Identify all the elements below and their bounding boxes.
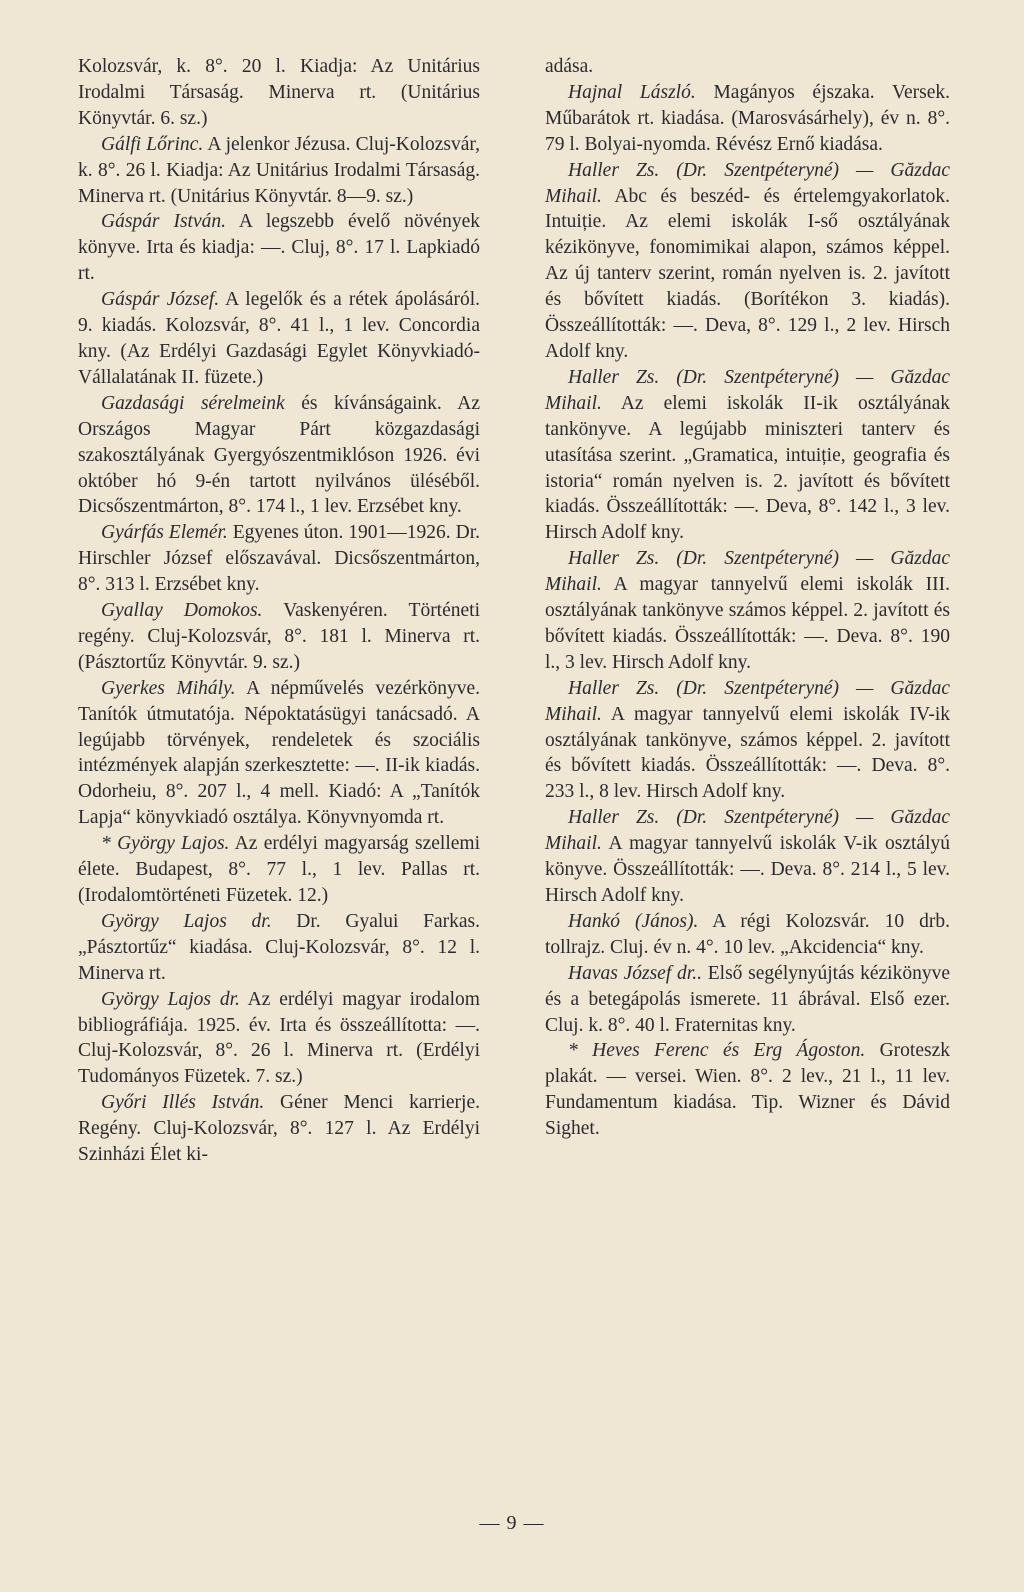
- entry-text: Magányos éjszaka. Versek. Műbarátok rt. kiadása. (Marosvásárhely), év n. 8°. 79 l. Bolyai-nyomda. Révész Ernő kiadása.: [545, 81, 950, 155]
- bibliography-entry: [545, 365, 950, 546]
- bibliography-entry: [545, 909, 950, 961]
- entry-text: Az erdélyi magyarság szellemi élete. Budapest, 8°. 77 l., 1 lev. Pallas rt. (Irodalomtörténeti Füzetek. 12.): [78, 833, 480, 906]
- entry-author: Havas József dr..: [568, 962, 702, 984]
- bibliography-entry: [78, 831, 480, 909]
- entry-author: Győri Illés István.: [101, 1092, 265, 1114]
- bibliography-entry: [78, 520, 480, 598]
- bibliography-entry: [545, 1038, 950, 1142]
- entry-text: A magyar tannyelvű elemi iskolák III. osztályának tankönyve számos képpel. 2. javított és bővített kiadás. Összeállították: —. Deva. 8°. 190 l., 3 lev. Hirsch Adolf kny.: [545, 574, 950, 673]
- bibliography-entry: [78, 598, 480, 676]
- left-column: [78, 54, 480, 1168]
- entry-text: Géner Menci karrierje. Regény. Cluj-Kolozsvár, 8°. 127 l. Az Erdélyi Szinházi Élet ki-: [78, 1092, 480, 1166]
- entry-text: Abc és beszéd- és értelemgyakorlatok. Intuiție. Az elemi iskolák I-ső osztályának kézikönyve, fonomimikai alapon, számos képpel. Az új tanterv szerint, román nyelven is. 2. javított és bővített kiadás. (Borítékon 3. kiadás). Összeállították: —. Deva, 8°. 129 l., 2 lev. Hirsch Adolf kny.: [545, 185, 950, 362]
- bibliography-entry: [545, 158, 950, 365]
- entry-text: Vaskenyéren. Történeti regény. Cluj-Kolozsvár, 8°. 181 l. Minerva rt. (Pásztortűz Könyvtár. 9. sz.): [78, 600, 480, 673]
- bibliography-entry: [545, 54, 950, 80]
- entry-author: Haller Zs. (Dr. Szentpéteryné) — Găzdac Mihail.: [545, 677, 950, 725]
- right-column: [545, 54, 950, 1142]
- entry-text: Első segélynyújtás kézikönyve és a betegápolás ismerete. 11 ábrával. Első ezer. Cluj. k. 8°. 40 l. Fraternitas kny.: [545, 962, 950, 1036]
- entry-text: A legszebb évelő növények könyve. Irta és kiadja: —. Cluj, 8°. 17 l. Lapkiadó rt.: [78, 211, 480, 285]
- bibliography-entry: [545, 80, 950, 158]
- entry-text: adása.: [545, 56, 594, 77]
- entry-author: * György Lajos.: [101, 833, 230, 855]
- bibliography-entry: [78, 209, 480, 287]
- entry-text: Kolozsvár, k. 8°. 20 l. Kiadja: Az Unitárius Irodalmi Társaság. Minerva rt. (Unitárius Könyvtár. 6. sz.): [78, 56, 480, 129]
- entry-text: A legelők és a rétek ápolásáról. 9. kiadás. Kolozsvár, 8°. 41 l., 1 lev. Concordia kny. (Az Erdélyi Gazdasági Egylet Könyvkiadó-Vállalatának II. füzete.): [78, 289, 480, 388]
- bibliography-entry: [78, 987, 480, 1091]
- entry-text: és kívánságaink. Az Országos Magyar Párt közgazdasági szakosztályának Gyergyószentmiklóson 1926. évi október hó 9-én tartott nyilvános üléséből. Dicsőszentmárton, 8°. 174 l., 1 lev. Erzsébet kny.: [78, 392, 481, 518]
- entry-author: Haller Zs. (Dr. Szentpéteryné) — Găzdac Mihail.: [545, 366, 950, 414]
- bibliography-entry: [78, 54, 480, 132]
- bibliography-entry: [545, 676, 950, 806]
- entry-author: Hajnal László.: [568, 81, 696, 103]
- bibliography-entry: [78, 391, 480, 521]
- bibliography-entry: [78, 909, 480, 987]
- entry-text: Egyenes úton. 1901—1926. Dr. Hirschler József előszavával. Dicsőszentmárton, 8°. 313 l. Erzsébet kny.: [78, 522, 480, 596]
- bibliography-entry: [545, 546, 950, 676]
- entry-text: A jelenkor Jézusa. Cluj-Kolozsvár, k. 8°. 26 l. Kiadja: Az Unitárius Irodalmi Társaság. Minerva rt. (Unitárius Könyvtár. 8—9. sz.): [78, 133, 480, 207]
- entry-author: Haller Zs. (Dr. Szentpéteryné) — Găzdac Mihail.: [545, 159, 950, 207]
- bibliography-entry: [545, 961, 950, 1039]
- bibliography-entry: [78, 287, 480, 391]
- bibliography-entry: [78, 132, 480, 210]
- entry-author: Gálfi Lőrinc.: [101, 133, 204, 155]
- entry-text: A népművelés vezérkönyve. Tanítók útmutatója. Népoktatásügyi tanácsadó. A legújabb törvények, rendeletek és szociális intézmények alapján szerkesztette: —. II-ik kiadás. Odorheiu, 8°. 207 l., 4 mell. Kiadó: A „Tanítók Lapja“ könyvkiadó osztálya. Könyvnyomda rt.: [78, 677, 480, 829]
- entry-author: György Lajos dr.: [101, 988, 240, 1010]
- entry-text: A régi Kolozsvár. 10 drb. tollrajz. Cluj. év n. 4°. 10 lev. „Akcidencia“ kny.: [545, 910, 950, 958]
- entry-author: Gyárfás Elemér.: [101, 522, 228, 544]
- page-number: — 9 —: [479, 1512, 545, 1534]
- entry-author: Haller Zs. (Dr. Szentpéteryné) — Găzdac Mihail.: [545, 548, 950, 596]
- entry-text: Dr. Gyalui Farkas. „Pásztortűz“ kiadása. Cluj-Kolozsvár, 8°. 12 l. Minerva rt.: [78, 910, 480, 984]
- entry-author: Hankó (János).: [568, 910, 699, 932]
- entry-text: Az elemi iskolák II-ik osztályának tankönyve. A legújabb miniszteri tanterv és utasítása szerint. „Gramatica, intuiție, geografia és istoria“ román nyelven is. 2. javított és bővített kiadás. Összeállították: —. Deva, 8°. 142 l., 3 lev. Hirsch Adolf kny.: [545, 392, 950, 544]
- bibliography-entry: [78, 676, 480, 831]
- entry-author: Gyallay Domokos.: [101, 600, 263, 622]
- entry-text: A magyar tannyelvű iskolák V-ik osztályú könyve. Összeállították: —. Deva. 8°. 214 l., 5 lev. Hirsch Adolf kny.: [545, 833, 950, 906]
- entry-author: * Heves Ferenc és Erg Ágoston.: [568, 1040, 866, 1062]
- entry-author: Gazdasági sérelmeink: [101, 392, 285, 414]
- entry-text: Az erdélyi magyar irodalom bibliográfiája. 1925. év. Irta és összeállította: —. Cluj-Kolozsvár, 8°. 26 l. Minerva rt. (Erdélyi Tudományos Füzetek. 7. sz.): [78, 988, 480, 1088]
- bibliography-entry: [545, 805, 950, 909]
- bibliography-entry: [78, 1090, 480, 1168]
- entry-author: Gáspár József.: [101, 289, 220, 311]
- entry-author: Gyerkes Mihály.: [101, 677, 236, 699]
- entry-text: Groteszk plakát. — versei. Wien. 8°. 2 lev., 21 l., 11 lev. Fundamentum kiadása. Tip. Wizner és Dávid Sighet.: [545, 1040, 950, 1140]
- entry-author: Gáspár István.: [101, 211, 226, 233]
- entry-author: György Lajos dr.: [101, 910, 272, 932]
- entry-text: A magyar tannyelvű elemi iskolák IV-ik osztályának tankönyve, számos képpel. 2. javított és bővített kiadás. Összeállították: —. Deva. 8°. 233 l., 8 lev. Hirsch Adolf kny.: [545, 703, 950, 803]
- entry-author: Haller Zs. (Dr. Szentpéteryné) — Găzdac Mihail.: [545, 807, 950, 855]
